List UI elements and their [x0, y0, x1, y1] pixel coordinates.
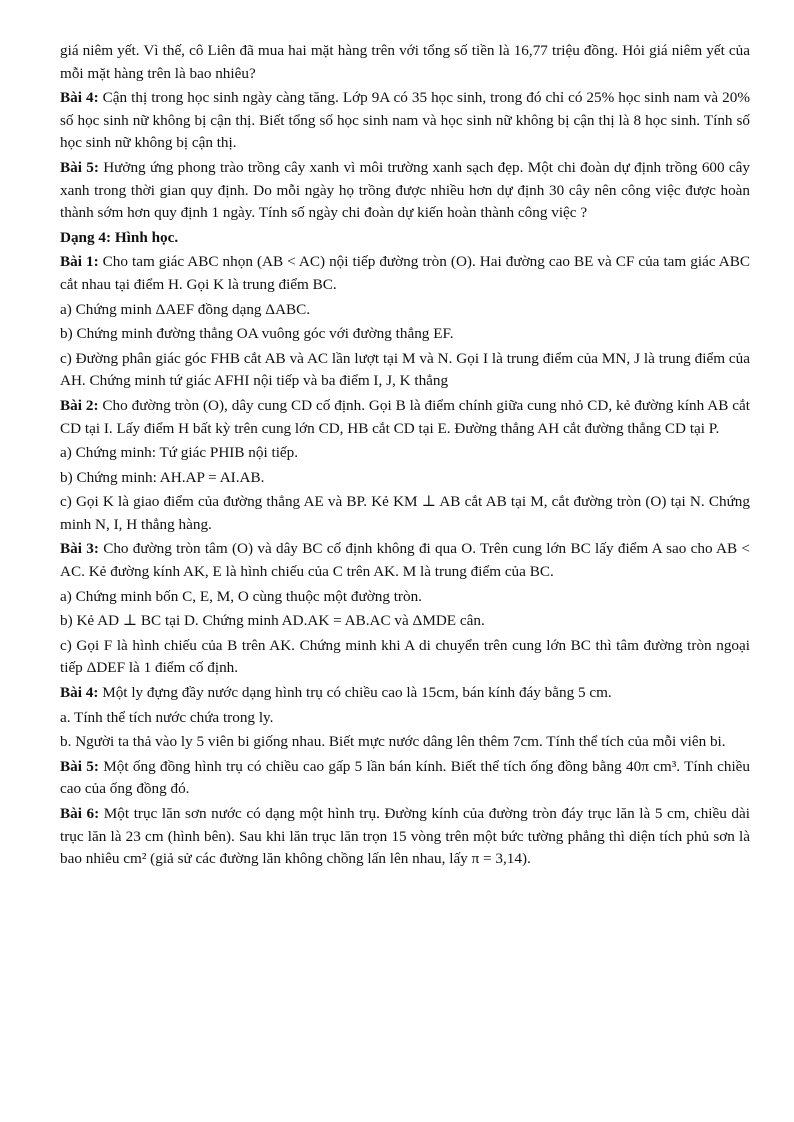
- text-paragraph: [60, 299, 750, 322]
- text-paragraph: [60, 491, 750, 536]
- problem-label: Bài 4:: [60, 684, 99, 702]
- problem-label: Bài 5:: [60, 158, 99, 176]
- text-paragraph: [60, 610, 750, 633]
- text-paragraph: [60, 586, 750, 609]
- text-paragraph: [60, 442, 750, 465]
- paragraph-text: b. Người ta thả vào ly 5 viên bi giống nhau. Biết mực nước dâng lên thêm 7cm. Tính thể tích của mỗi viên bi.: [60, 733, 726, 751]
- text-paragraph: [60, 323, 750, 346]
- document-page: [60, 40, 750, 873]
- paragraph-text: Cận thị trong học sinh ngày càng tăng. Lớp 9A có 35 học sinh, trong đó chỉ có 25% học sinh nam và 20% số học sinh nữ không bị cận thị. Biết tổng số học sinh nam và học sinh nữ không bị cận thị là 8 học sinh. Tính số học sinh nữ không bị cận thị.: [60, 89, 750, 152]
- problem-paragraph: [60, 756, 750, 801]
- paragraph-text: Cho đường tròn (O), dây cung CD cố định. Gọi B là điểm chính giữa cung nhỏ CD, kẻ đường kính AB cắt CD tại I. Lấy điểm H bất kỳ trên cung lớn CD, HB cắt CD tại E. Đường thẳng AH cắt đường thẳng CD tại P.: [60, 396, 750, 437]
- paragraph-text: b) Chứng minh đường thẳng OA vuông góc với đường thẳng EF.: [60, 325, 454, 343]
- paragraph-text: b) Chứng minh: AH.AP = AI.AB.: [60, 468, 265, 486]
- paragraph-text: a. Tính thể tích nước chứa trong ly.: [60, 708, 274, 726]
- problem-paragraph: [60, 395, 750, 440]
- problem-label: Bài 3:: [60, 540, 99, 558]
- paragraph-text: Cho đường tròn tâm (O) và dây BC cố định không đi qua O. Trên cung lớn BC lấy điểm A sao cho AB < AC. Kẻ đường kính AK, E là hình chiếu của C trên AK. M là trung điểm của BC.: [60, 540, 750, 581]
- paragraph-text: b) Kẻ AD ⊥ BC tại D. Chứng minh AD.AK = AB.AC và ΔMDE cân.: [60, 612, 485, 630]
- text-paragraph: [60, 348, 750, 393]
- problem-label: Bài 4:: [60, 89, 99, 107]
- paragraph-text: Một ly đựng đầy nước dạng hình trụ có chiều cao là 15cm, bán kính đáy bằng 5 cm.: [102, 684, 612, 702]
- problem-label: Bài 1:: [60, 253, 99, 271]
- problem-paragraph: [60, 251, 750, 296]
- problem-label: Bài 6:: [60, 805, 100, 822]
- problem-paragraph: [60, 157, 750, 225]
- text-paragraph: [60, 635, 750, 680]
- paragraph-text: c) Gọi F là hình chiếu của B trên AK. Chứng minh khi A di chuyển trên cung lớn BC thì tâm đường tròn ngoại tiếp ΔDEF là 1 điểm cố định.: [60, 636, 750, 677]
- problem-paragraph: [60, 538, 750, 583]
- text-paragraph: [60, 40, 750, 85]
- paragraph-text: a) Chứng minh: Tứ giác PHIB nội tiếp.: [60, 444, 299, 462]
- text-paragraph: [60, 707, 750, 730]
- paragraph-text: c) Đường phân giác góc FHB cắt AB và AC lần lượt tại M và N. Gọi I là trung điểm của MN, J là trung điểm của AH. Chứng minh tứ giác AFHI nội tiếp và ba điểm I, J, K thẳng: [60, 349, 750, 390]
- paragraph-text: c) Gọi K là giao điểm của đường thẳng AE và BP. Kẻ KM ⊥ AB cắt AB tại M, cắt đường tròn (O) tại N. Chứng minh N, I, H thẳng hàng.: [60, 493, 750, 533]
- problem-paragraph: [60, 682, 750, 705]
- section-heading: Dạng 4: Hình học.: [60, 228, 179, 246]
- problem-paragraph: [60, 87, 750, 155]
- paragraph-text: Một ống đồng hình trụ có chiều cao gấp 5 lần bán kính. Biết thể tích ống đồng bằng 40π cm³. Tính chiều cao của ống đồng đó.: [60, 757, 751, 798]
- paragraph-text: Hưởng ứng phong trào trồng cây xanh vì môi trường xanh sạch đẹp. Một chi đoàn dự định trồng 600 cây xanh trong thời gian quy định. Do mỗi ngày họ trồng được nhiều hơn dự định 30 cây nên công việc được hoàn thành sớm hơn quy định 1 ngày. Tính số ngày chi đoàn dự kiến hoàn thành công việc ?: [60, 158, 750, 222]
- paragraph-text: giá niêm yết. Vì thế, cô Liên đã mua hai mặt hàng trên với tổng số tiền là 16,77 triệu đồng. Hỏi giá niêm yết của mỗi mặt hàng trên là bao nhiêu?: [60, 42, 750, 82]
- paragraph-text: a) Chứng minh bốn C, E, M, O cùng thuộc một đường tròn.: [60, 587, 422, 605]
- problem-label: Bài 2:: [60, 396, 99, 414]
- problem-label: Bài 5:: [60, 757, 99, 775]
- paragraph-text: a) Chứng minh ΔAEF đồng dạng ΔABC.: [60, 300, 311, 318]
- paragraph-text: Cho tam giác ABC nhọn (AB < AC) nội tiếp đường tròn (O). Hai đường cao BE và CF của tam giác ABC cắt nhau tại điểm H. Gọi K là trung điểm BC.: [60, 253, 750, 293]
- text-paragraph: [60, 467, 750, 490]
- text-paragraph: [60, 731, 750, 754]
- paragraph-text: Một trục lăn sơn nước có dạng một hình trụ. Đường kính của đường tròn đáy trục lăn là 5 cm, chiều dài trục lăn là 23 cm (hình bên). Sau khi lăn trục lăn trọn 15 vòng trên một bức tường phẳng thì diện tích phủ sơn là bao nhiêu cm² (giả sử các đường lăn không chồng lấn lên nhau, lấy π = 3,14).: [60, 805, 750, 868]
- problem-paragraph: [60, 803, 750, 871]
